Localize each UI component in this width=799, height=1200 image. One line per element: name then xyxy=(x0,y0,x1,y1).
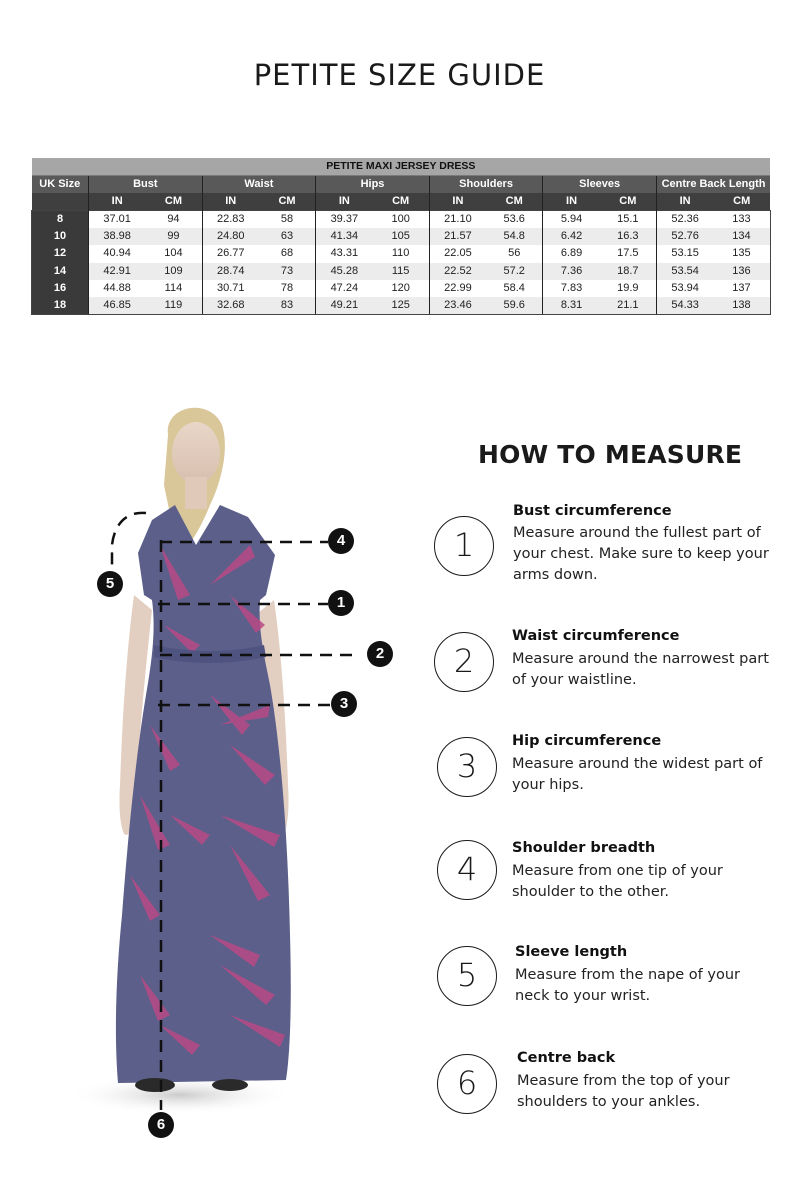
size-cell: 12 xyxy=(32,245,89,262)
table-cell: 39.37 xyxy=(316,211,373,229)
table-cell: 138 xyxy=(713,297,770,315)
unit-header: CM xyxy=(600,193,657,211)
step-description: Measure from the top of your shoulders to your ankles. xyxy=(517,1073,730,1110)
table-cell: 135 xyxy=(713,245,770,262)
neck xyxy=(185,477,207,509)
table-row xyxy=(32,297,771,315)
table-cell: 45.28 xyxy=(316,263,373,280)
table-cell: 8.31 xyxy=(543,297,600,315)
table-cell: 100 xyxy=(372,211,429,229)
table-cell: 5.94 xyxy=(543,211,600,229)
table-cell: 21.57 xyxy=(429,228,486,245)
table-cell: 94 xyxy=(145,211,202,229)
step-shoulder xyxy=(434,836,774,906)
table-cell: 56 xyxy=(486,245,543,262)
step-number-circle: 3 xyxy=(437,737,497,797)
table-cell: 22.05 xyxy=(429,245,486,262)
unit-header-blank xyxy=(32,193,89,211)
table-cell: 43.31 xyxy=(316,245,373,262)
callout-3: 3 xyxy=(331,691,357,717)
table-cell: 99 xyxy=(145,228,202,245)
table-cell: 134 xyxy=(713,228,770,245)
page-title: PETITE SIZE GUIDE xyxy=(253,58,546,92)
size-cell: 14 xyxy=(32,263,89,280)
table-cell: 42.91 xyxy=(89,263,146,280)
table-cell: 22.99 xyxy=(429,280,486,297)
unit-header: CM xyxy=(145,193,202,211)
unit-header-row xyxy=(32,193,771,211)
table-cell: 137 xyxy=(713,280,770,297)
table-cell: 44.88 xyxy=(89,280,146,297)
step-bust xyxy=(434,503,774,583)
step-title: Bust circumference xyxy=(513,503,672,519)
table-cell: 52.36 xyxy=(656,211,713,229)
unit-header: CM xyxy=(486,193,543,211)
table-body xyxy=(32,211,771,315)
table-cell: 54.33 xyxy=(656,297,713,315)
group-header-row xyxy=(32,176,771,194)
step-title: Hip circumference xyxy=(512,733,662,749)
table-cell: 15.1 xyxy=(600,211,657,229)
table-cell: 104 xyxy=(145,245,202,262)
callout-5: 5 xyxy=(97,571,123,597)
table-cell: 22.52 xyxy=(429,263,486,280)
table-cell: 57.2 xyxy=(486,263,543,280)
table-cell: 105 xyxy=(372,228,429,245)
table-cell: 17.5 xyxy=(600,245,657,262)
step-description: Measure around the fullest part of your chest. Make sure to keep your arms down. xyxy=(513,525,769,583)
table-cell: 6.42 xyxy=(543,228,600,245)
step-sleeve xyxy=(434,942,774,1012)
table-cell: 115 xyxy=(372,263,429,280)
table-cell: 83 xyxy=(259,297,316,315)
table-cell: 68 xyxy=(259,245,316,262)
table-cell: 133 xyxy=(713,211,770,229)
table-cell: 21.10 xyxy=(429,211,486,229)
size-table xyxy=(31,158,771,315)
step-description: Measure around the narrowest part of your waistline. xyxy=(512,651,769,688)
table-cell: 32.68 xyxy=(202,297,259,315)
how-to-measure-title: HOW TO MEASURE xyxy=(478,440,743,469)
group-header-hips: Hips xyxy=(316,176,430,194)
step-title: Centre back xyxy=(517,1050,616,1066)
step-number-circle: 5 xyxy=(437,946,497,1006)
table-row xyxy=(32,263,771,280)
size-header: UK Size xyxy=(32,176,89,194)
table-cell: 52.76 xyxy=(656,228,713,245)
table-cell: 53.15 xyxy=(656,245,713,262)
table-row xyxy=(32,228,771,245)
table-cell: 40.94 xyxy=(89,245,146,262)
step-centre-back xyxy=(434,1050,774,1120)
size-cell: 10 xyxy=(32,228,89,245)
unit-header: IN xyxy=(656,193,713,211)
table-cell: 24.80 xyxy=(202,228,259,245)
table-cell: 26.77 xyxy=(202,245,259,262)
step-number-circle: 1 xyxy=(434,516,494,576)
table-cell: 53.54 xyxy=(656,263,713,280)
table-cell: 7.36 xyxy=(543,263,600,280)
table-cell: 23.46 xyxy=(429,297,486,315)
table-cell: 119 xyxy=(145,297,202,315)
table-cell: 41.34 xyxy=(316,228,373,245)
table-cell: 47.24 xyxy=(316,280,373,297)
size-cell: 8 xyxy=(32,211,89,229)
group-header-waist: Waist xyxy=(202,176,316,194)
right-foot xyxy=(212,1079,248,1091)
table-cell: 73 xyxy=(259,263,316,280)
step-title: Sleeve length xyxy=(515,944,628,960)
table-cell: 136 xyxy=(713,263,770,280)
group-header-shoulders: Shoulders xyxy=(429,176,543,194)
callout-4: 4 xyxy=(328,528,354,554)
table-cell: 120 xyxy=(372,280,429,297)
table-row xyxy=(32,211,771,229)
step-number-circle: 6 xyxy=(437,1054,497,1114)
callout-6: 6 xyxy=(148,1112,174,1138)
table-cell: 63 xyxy=(259,228,316,245)
callout-2: 2 xyxy=(367,641,393,667)
table-cell: 16.3 xyxy=(600,228,657,245)
table-row xyxy=(32,245,771,262)
table-cell: 58 xyxy=(259,211,316,229)
step-title: Waist circumference xyxy=(512,628,680,644)
step-hip xyxy=(434,733,774,803)
callout-1: 1 xyxy=(328,590,354,616)
table-cell: 125 xyxy=(372,297,429,315)
table-cell: 46.85 xyxy=(89,297,146,315)
table-cell: 59.6 xyxy=(486,297,543,315)
table-cell: 38.98 xyxy=(89,228,146,245)
group-header-bust: Bust xyxy=(89,176,203,194)
group-header-centre-back: Centre Back Length xyxy=(656,176,770,194)
model-figure xyxy=(60,395,400,1155)
step-number-circle: 2 xyxy=(434,632,494,692)
table-cell: 53.6 xyxy=(486,211,543,229)
unit-header: CM xyxy=(372,193,429,211)
table-cell: 53.94 xyxy=(656,280,713,297)
unit-header: IN xyxy=(543,193,600,211)
unit-header: IN xyxy=(429,193,486,211)
table-cell: 30.71 xyxy=(202,280,259,297)
step-description: Measure from the nape of your neck to your wrist. xyxy=(515,967,740,1004)
unit-header: IN xyxy=(202,193,259,211)
unit-header: IN xyxy=(316,193,373,211)
size-cell: 16 xyxy=(32,280,89,297)
step-description: Measure from one tip of your shoulder to the other. xyxy=(512,863,723,900)
step-number-circle: 4 xyxy=(437,840,497,900)
model-illustration xyxy=(60,395,400,1155)
table-row xyxy=(32,280,771,297)
size-cell: 18 xyxy=(32,297,89,315)
table-cell: 78 xyxy=(259,280,316,297)
table-cell: 19.9 xyxy=(600,280,657,297)
table-title: PETITE MAXI JERSEY DRESS xyxy=(32,158,771,176)
unit-header: CM xyxy=(713,193,770,211)
table-cell: 18.7 xyxy=(600,263,657,280)
table-cell: 21.1 xyxy=(600,297,657,315)
table-cell: 37.01 xyxy=(89,211,146,229)
table-cell: 58.4 xyxy=(486,280,543,297)
table-cell: 114 xyxy=(145,280,202,297)
table-cell: 109 xyxy=(145,263,202,280)
face xyxy=(172,422,220,484)
group-header-sleeves: Sleeves xyxy=(543,176,657,194)
table-cell: 7.83 xyxy=(543,280,600,297)
table-cell: 6.89 xyxy=(543,245,600,262)
table-cell: 49.21 xyxy=(316,297,373,315)
table-cell: 28.74 xyxy=(202,263,259,280)
step-title: Shoulder breadth xyxy=(512,840,656,856)
table-cell: 110 xyxy=(372,245,429,262)
unit-header: CM xyxy=(259,193,316,211)
left-foot xyxy=(135,1078,175,1092)
step-description: Measure around the widest part of your hips. xyxy=(512,756,763,793)
unit-header: IN xyxy=(89,193,146,211)
table-cell: 54.8 xyxy=(486,228,543,245)
step-waist xyxy=(434,628,774,698)
table-cell: 22.83 xyxy=(202,211,259,229)
